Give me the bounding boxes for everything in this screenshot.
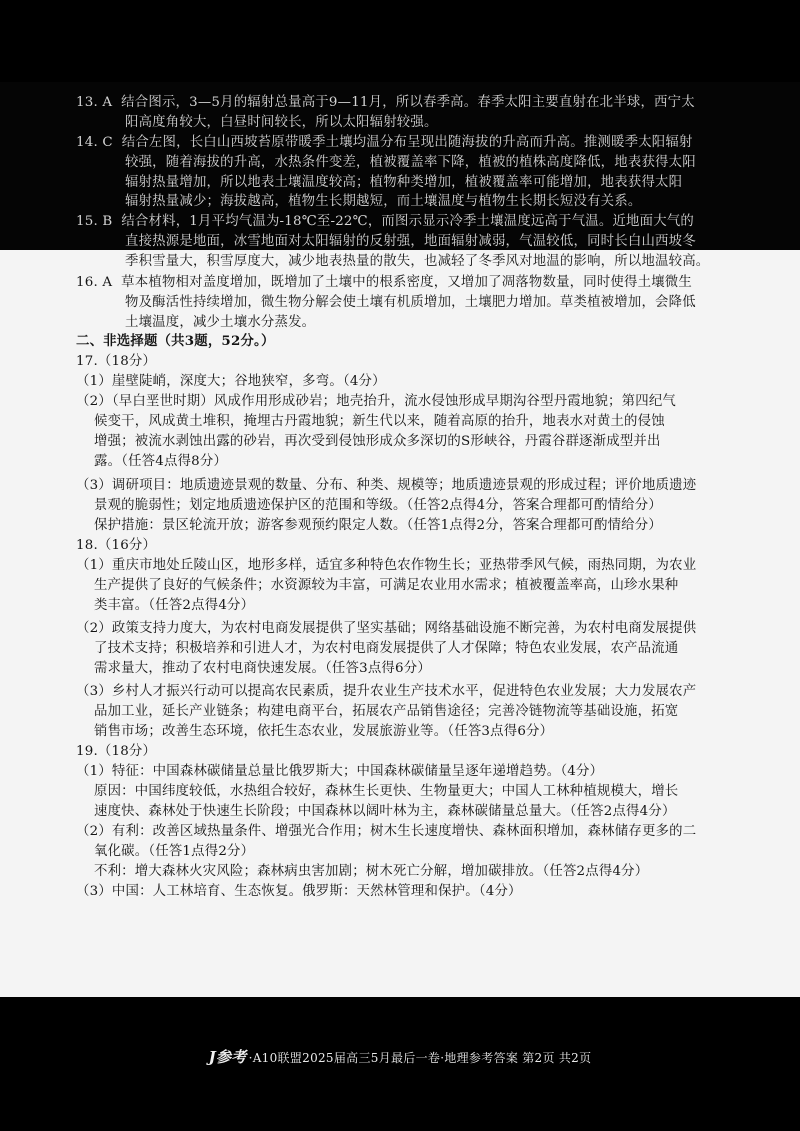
q18-part1-line-2: 生产提供了良好的气候条件；水资源较为丰富，可满足农业用水需求；植被覆盖率高，山珍水果种 [94, 578, 679, 593]
q18-part1-line-1: （1）重庆市地处丘陵山区，地形多样，适宜多种特色农作物生长；亚热带季风气候，雨热同期，为农业 [76, 558, 697, 573]
answer-15-line-2: 直接热源是地面，冰雪地面对太阳辐射的反射强，地面辐射减弱，气温较低，同时长白山西坡冬 [125, 234, 696, 249]
answer-14-line-3: 辐射热量增加，所以地表土壤温度较高；植物种类增加，植被覆盖率可能增加，地表获得太阳 [125, 175, 683, 190]
q18-part2-line-3: 需求量大，推动了农村电商快速发展。（任答3点得6分） [94, 661, 431, 676]
answer-16-line-3: 土壤温度，减少土壤水分蒸发。 [125, 315, 316, 330]
answer-15-line-1: 15. B 结合材料，1月平均气温为-18℃至-22℃，而图示显示冷季土壤温度远高于气温。近地面大气的 [76, 214, 695, 229]
q17-part2-line-3: 增强；被流水剥蚀出露的砂岩，再次受到侵蚀形成众多深切的S形峡谷，丹霞谷群逐渐成型并出 [94, 434, 661, 449]
q18-header: 18.（16分） [76, 538, 157, 553]
section-title: 二、非选择题（共3题，52分。） [76, 333, 275, 349]
answer-14-line-4: 辐射热量减少；海拔越高，植物生长期越短，而土壤温度与植物生长期长短没有关系。 [125, 194, 642, 209]
q19-header: 19.（18分） [76, 744, 157, 759]
answer-14-line-1: 14. C 结合左图，长白山西坡苔原带暖季土壤均温分布呈现出随海拔的升高而升高。推测暖季太阳辐射 [76, 135, 693, 150]
q19-part2-line-1: （2）有利：改善区域热量条件、增强光合作用；树木生长速度增快、森林面积增加，森林储存更多的二 [76, 824, 697, 839]
q17-header: 17.（18分） [76, 354, 157, 369]
answer-13-line-2: 阳高度角较大，白昼时间较长，所以太阳辐射较强。 [125, 115, 438, 130]
page-footer [0, 1046, 800, 1067]
q19-part3-line-1: （3）中国：人工林培育、生态恢复。俄罗斯：天然林管理和保护。（4分） [76, 884, 522, 899]
q19-part1-line-2: 原因：中国纬度较低，水热组合较好，森林生长更快、生物量更大；中国人工林种植规模大，增长 [94, 784, 679, 799]
q17-part3-line-1: （3）调研项目：地质遗迹景观的数量、分布、种类、规模等；地质遗迹景观的形成过程；评价地质遗迹 [76, 478, 697, 493]
q17-part1: （1）崖壁陡峭，深度大；谷地狭窄，多弯。（4分） [76, 374, 386, 389]
q18-part3-line-3: 销售市场；改善生态环境，依托生态农业，发展旅游业等。（任答3点得6分） [94, 724, 554, 739]
q17-part3-line-2: 景观的脆弱性；划定地质遗迹保护区的范围和等级。（任答2点得4分，答案合理都可酌情给分） [94, 498, 662, 513]
q17-part2-line-4: 露。（任答4点得8分） [94, 454, 228, 469]
q19-part1-line-3: 速度快、森林处于快速生长阶段；中国森林以阔叶林为主，森林碳储量总量大。（任答2点得4分） [94, 804, 676, 819]
q18-part1-line-3: 类丰富。（任答2点得4分） [94, 598, 255, 613]
q18-part2-line-1: （2）政策支持力度大，为农村电商发展提供了坚实基础；网络基础设施不断完善，为农村电商发展提供 [76, 621, 697, 636]
q18-part3-line-1: （3）乡村人才振兴行动可以提高农民素质，提升农业生产技术水平，促进特色农业发展；大力发展农产 [76, 684, 697, 699]
q18-part3-line-2: 品加工业，延长产业链条；构建电商平台，拓展农产品销售途径；完善冷链物流等基础设施，拓宽 [94, 704, 679, 719]
q18-part2-line-2: 了技术支持；积极培养和引进人才，为农村电商发展提供了人才保障；特色农业发展，农产品流通 [94, 641, 679, 656]
answer-14-line-2: 较强，随着海拔的升高，水热条件变差，植被覆盖率下降，植被的植株高度降低，地表获得太阳 [125, 155, 696, 170]
q17-part2-line-1: （2）（早白垩世时期）风成作用形成砂岩；地壳抬升，流水侵蚀形成早期沟谷型丹霞地貌；第四纪气 [76, 394, 677, 409]
q19-part1-line-1: （1）特征：中国森林碳储量总量比俄罗斯大；中国森林碳储量呈逐年递增趋势。（4分） [76, 764, 604, 779]
q17-part2-line-2: 候变干，风成黄土堆积，掩埋古丹霞地貌；新生代以来，随着高原的抬升，地表水对黄土的侵蚀 [94, 414, 665, 429]
answer-15-line-3: 季积雪量大，积雪厚度大，减少地表热量的散失，也减轻了冬季风对地温的影响，所以地温较高。 [125, 254, 710, 269]
q19-part2-line-2: 氧化碳。（任答1点得2分） [94, 844, 255, 859]
q17-part3-line-3: 保护措施：景区轮流开放；游客参观预约限定人数。（任答1点得2分，答案合理都可酌情给分） [94, 518, 662, 533]
answer-13-line-1: 13. A 结合图示，3—5月的辐射总量高于9—11月，所以春季高。春季太阳主要直射在北半球，西宁太 [76, 95, 695, 110]
footer-text: ·A10联盟2025届高三5月最后一卷·地理参考答案 第2页 共2页 [248, 1051, 592, 1065]
answer-16-line-1: 16. A 草本植物相对盖度增加，既增加了土壤中的根系密度，又增加了凋落物数量，同时使得土壤微生 [76, 275, 692, 290]
publisher-logo: J参考 [208, 1048, 247, 1066]
q19-part2-line-3: 不利：增大森林火灾风险；森林病虫害加剧；树木死亡分解，增加碳排放。（任答2点得4分） [94, 864, 649, 879]
answer-16-line-2: 物及酶活性持续增加，微生物分解会使土壤有机质增加，土壤肥力增加。草类植被增加，会降低 [125, 295, 696, 310]
